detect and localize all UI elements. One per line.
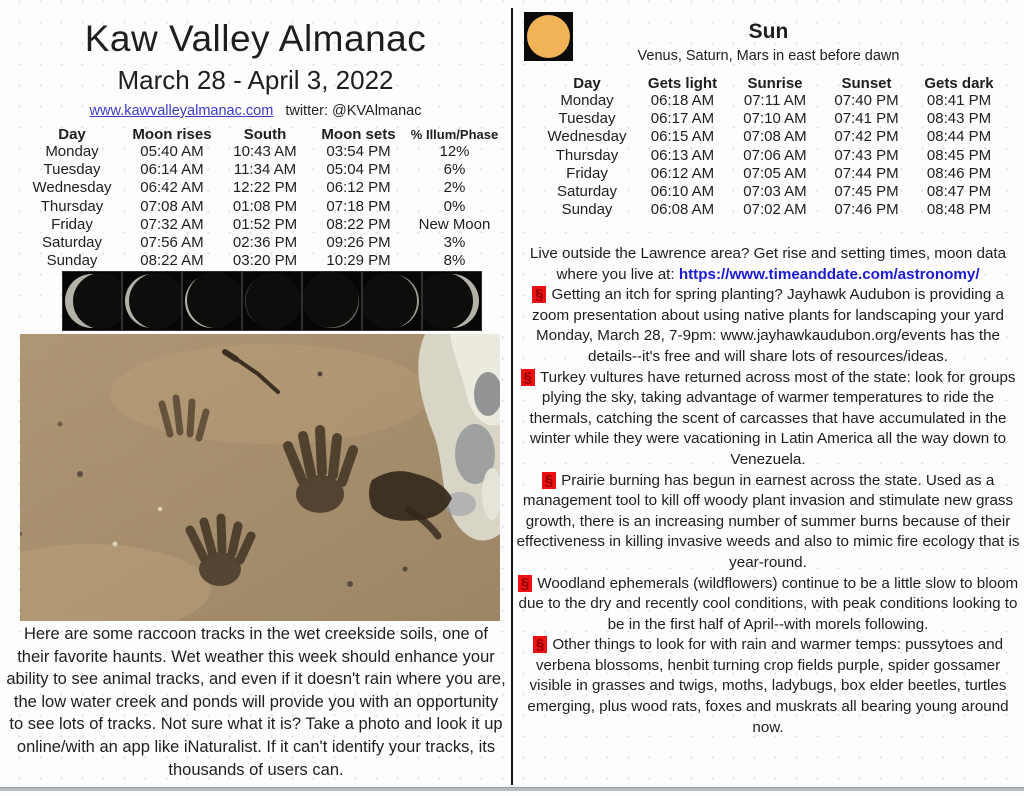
page-bottom-border [0, 787, 1024, 791]
news-item-text: Other things to look for with rain and warmer temps: pussytoes and verbena blossoms, henbit turning crop fields purple, spider gossamer visible in grasses and twigs, moths, ladybugs, box elder beetles, turtles emerging, plus wood rats, foxes and muskrats all bearing young around now. [527, 636, 1009, 736]
news-item [515, 471, 1021, 574]
moon-phase-icon [302, 271, 362, 331]
col-sunrise: Sunrise [747, 75, 803, 92]
right-text-block [515, 244, 1021, 738]
section-marker-icon: § [542, 472, 556, 489]
intro-paragraph [515, 244, 1021, 285]
section-marker-icon: § [533, 636, 547, 653]
sun-icon [524, 12, 573, 61]
col-moon-sets: Moon sets [321, 125, 396, 143]
table-row: Saturday 06:10 AM 07:03 AM 07:45 PM 08:47 PM [556, 183, 992, 201]
table-row: Monday 05:40 AM 10:43 AM 03:54 PM 12% [45, 143, 470, 160]
table-row: Tuesday 06:14 AM 11:34 AM 05:04 PM 6% [43, 161, 466, 179]
col-moon-rises: Moon rises [132, 125, 212, 143]
table-row: Wednesday 06:42 AM 12:22 PM 06:12 PM 2% [32, 179, 466, 197]
link-line [0, 103, 511, 119]
raccoon-tracks-photo [20, 334, 500, 621]
col-gets-light: Gets light [647, 75, 718, 92]
moon-phase-icon [182, 271, 242, 331]
twitter-handle: twitter: @KVAlmanac [285, 103, 422, 119]
col-day: Day [573, 75, 601, 92]
date-range: March 28 - April 3, 2022 [117, 65, 394, 95]
table-row: Tuesday 06:17 AM 07:10 AM 07:41 PM 08:43 PM [558, 110, 992, 128]
photo-caption: Here are some raccoon tracks in the wet creekside soils, one of their favorite haunts. Wet weather this week should enhance your ability to see animal tracks, and even if it doesn't rain where you are, the low water creek and ponds will provide you with an opportunity to see lots of tracks. Not sure what it is? Take a photo and look it up online/with an app like iNaturalist. If it can't identify your tracks, its thousands of users can. [6, 625, 506, 779]
section-marker-icon: § [532, 286, 546, 303]
news-item [515, 574, 1021, 636]
col-day: Day [58, 125, 86, 143]
moon-phase-icon [242, 271, 302, 331]
news-item-text: Woodland ephemerals (wildflowers) continue to be a little slow to bloom due to the dry and recently cool conditions, with peak conditions looking to be in the first half of April--with morels following. [518, 574, 1019, 633]
table-row: Friday 06:12 AM 07:05 AM 07:44 PM 08:46 PM [566, 164, 992, 182]
moon-table-header [20, 125, 502, 143]
table-row: Monday 06:18 AM 07:11 AM 07:40 PM 08:41 PM [560, 92, 992, 109]
moon-phase-icon [362, 271, 422, 331]
sun-subtitle: Venus, Saturn, Mars in east before dawn [637, 48, 900, 64]
moon-phase-icon [62, 271, 122, 331]
moon-phase-icon [122, 271, 182, 331]
table-row: Wednesday 06:15 AM 07:08 AM 07:42 PM 08:44 PM [547, 128, 992, 146]
table-row: Saturday 07:56 AM 02:36 PM 09:26 PM 3% [41, 234, 466, 252]
table-row: Thursday 07:08 AM 01:08 PM 07:18 PM 0% [40, 197, 466, 215]
timeanddate-link[interactable]: https://www.timeanddate.com/astronomy/ [678, 265, 980, 283]
news-item-text: Getting an itch for spring planting? Jayhawk Audubon is providing a zoom presentation about using native plants for landscaping your yard Monday, March 28, 7-9pm: www.jayhawkaudubon.org/events has the details--it's free and will share lots of resources/ideas. [532, 286, 1004, 365]
moon-phase-icon [422, 271, 482, 331]
sun-table-header [539, 75, 1005, 92]
table-row: Sunday 08:22 AM 03:20 PM 10:29 PM 8% [46, 252, 466, 270]
moon-table [20, 125, 502, 270]
section-marker-icon: § [521, 369, 535, 386]
table-row: Sunday 06:08 AM 07:02 AM 07:46 PM 08:48 PM [561, 201, 992, 219]
left-column [0, 0, 511, 270]
news-item [515, 635, 1021, 738]
page-title: Kaw Valley Almanac [84, 18, 427, 59]
news-item-text: Turkey vultures have returned across most of the state: look for groups plying the sky, taking advantage of warmer temperatures to ride the thermals, catching the scent of carcasses that have accumulated in the winter while they were vacationing in Latin America all the way down to Venezuela. [529, 368, 1016, 468]
news-item [515, 368, 1021, 471]
news-item [515, 285, 1021, 367]
sun-table [539, 75, 1005, 219]
section-marker-icon: § [518, 575, 532, 592]
news-item-text: Prairie burning has begun in earnest across the state. Used as a management tool to kill off woody plant invasion and stimulate new grass growth, there is an increasing number of summer burns because of their effectiveness in killing invasive weeds and also to mimic fire ecology that is year-round. [516, 471, 1020, 571]
col-sunset: Sunset [841, 75, 892, 92]
sun-section-title: Sun [748, 20, 789, 43]
sun-disk [527, 15, 570, 58]
right-column [513, 0, 1024, 736]
col-gets-dark: Gets dark [924, 75, 994, 92]
col-illum-phase: % Illum/Phase [410, 126, 499, 142]
moon-phase-strip [62, 271, 482, 331]
table-row: Thursday 06:13 AM 07:06 AM 07:43 PM 08:45 PM [555, 146, 992, 164]
intro-text: Live outside the Lawrence area? Get rise and setting times, moon data where you live at: [529, 245, 1007, 283]
website-link[interactable]: www.kawvalleyalmanac.com [89, 103, 274, 119]
col-south: South [243, 125, 287, 143]
table-row: Friday 07:32 AM 01:52 PM 08:22 PM New Moon [51, 215, 491, 233]
